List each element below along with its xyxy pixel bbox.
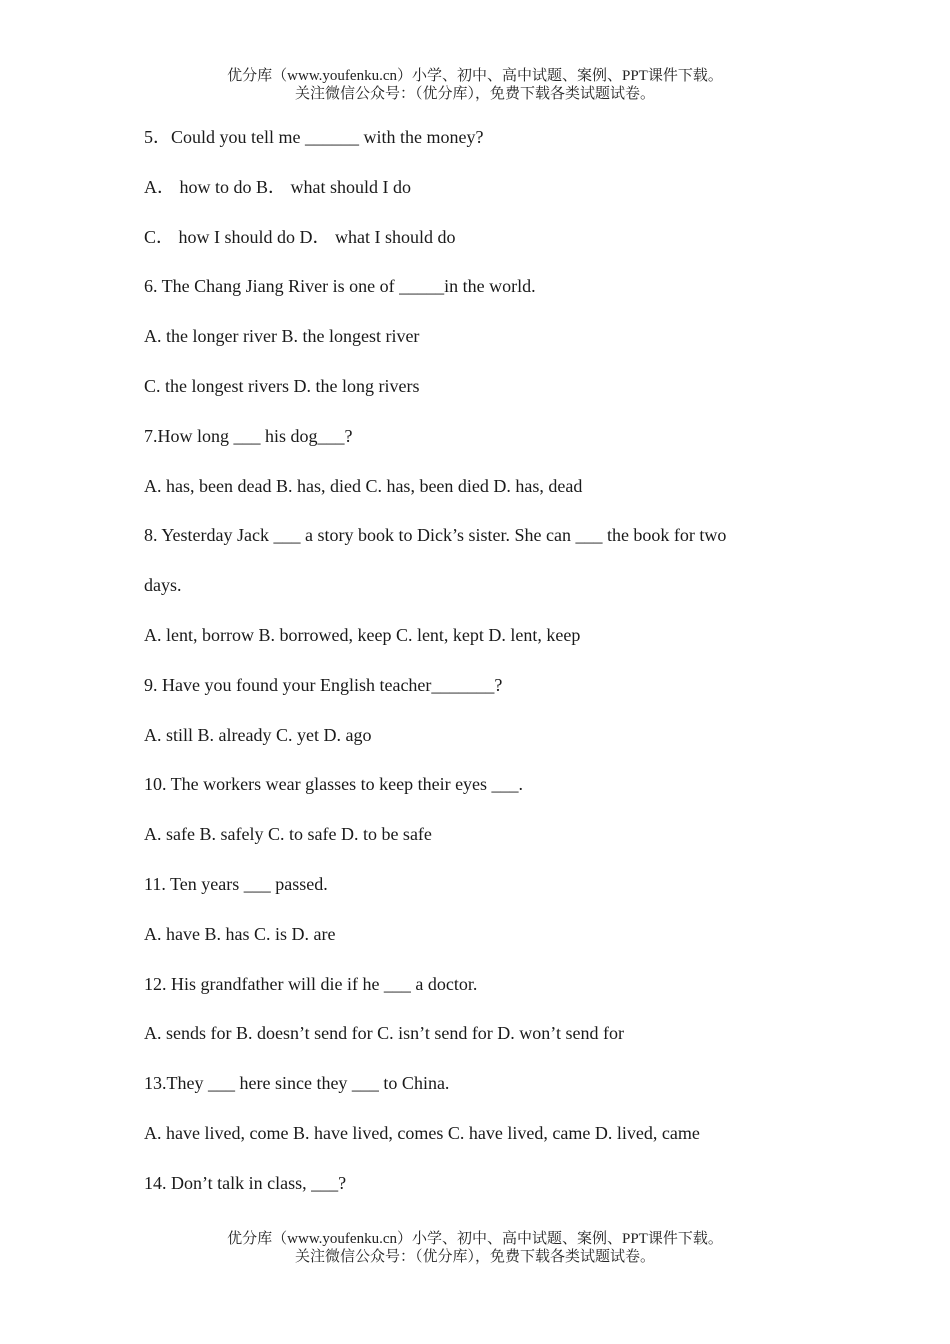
- question-10-options: A. safe B. safely C. to safe D. to be safe: [144, 824, 432, 845]
- question-7-options: A. has, been dead B. has, died C. has, been died D. has, dead: [144, 475, 583, 496]
- question-6-options-cd: C. the longest rivers D. the long rivers: [144, 375, 420, 396]
- question-8: 8. Yesterday Jack ___ a story book to Dick’s sister. She can ___ the book for two: [144, 525, 727, 546]
- question-13-options: A. have lived, come B. have lived, comes C. have lived, came D. lived, came: [144, 1122, 700, 1143]
- question-12-options: A. sends for B. doesn’t send for C. isn’t send for D. won’t send for: [144, 1023, 624, 1044]
- question-12: 12. His grandfather will die if he ___ a doctor.: [144, 973, 478, 994]
- question-5-options-cd: C． how I should do D． what I should do: [144, 226, 456, 247]
- question-9-options: A. still B. already C. yet D. ago: [144, 724, 372, 745]
- question-11-options: A. have B. has C. is D. are: [144, 923, 336, 944]
- question-13: 13.They ___ here since they ___ to China.: [144, 1073, 450, 1094]
- header-line-1: 优分库（www.youfenku.cn）小学、初中、高中试题、案例、PPT课件下载。: [227, 68, 723, 84]
- question-6: 6. The Chang Jiang River is one of _____in the world.: [144, 276, 536, 297]
- question-10: 10. The workers wear glasses to keep their eyes ___.: [144, 774, 524, 795]
- question-7: 7.How long ___ his dog___?: [144, 425, 353, 446]
- question-8-options: A. lent, borrow B. borrowed, keep C. lent, kept D. lent, keep: [144, 624, 581, 645]
- footer-line-2: 关注微信公众号：（优分库），免费下载各类试题试卷。: [294, 1249, 655, 1265]
- question-14: 14. Don’t talk in class, ___?: [144, 1172, 347, 1193]
- question-11: 11. Ten years ___ passed.: [144, 873, 328, 894]
- question-6-options-ab: A. the longer river B. the longest river: [144, 326, 420, 347]
- question-5: 5．Could you tell me ______ with the money?: [144, 127, 484, 147]
- question-5-options-ab: A． how to do B． what should I do: [144, 176, 411, 197]
- page-footer: [0, 1230, 950, 1266]
- page-header: [0, 67, 950, 103]
- question-9: 9. Have you found your English teacher_______?: [144, 674, 503, 695]
- question-8-continued: days.: [144, 575, 182, 596]
- header-line-2: 关注微信公众号：（优分库），免费下载各类试题试卷。: [294, 86, 655, 102]
- document-body: [144, 122, 824, 1218]
- footer-line-1: 优分库（www.youfenku.cn）小学、初中、高中试题、案例、PPT课件下载。: [227, 1231, 723, 1247]
